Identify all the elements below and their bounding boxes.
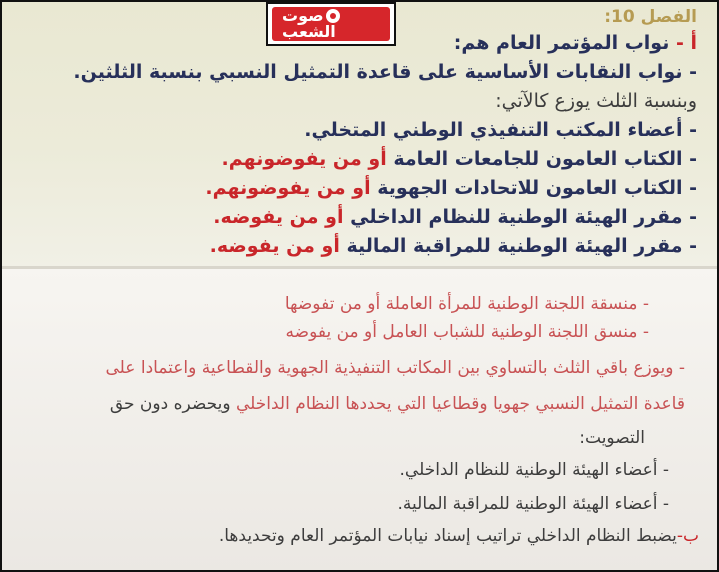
section-a-prefix: أ -: [669, 32, 697, 54]
bottom-line-7: - أعضاء الهيئة الوطنية للمراقبة المالية.: [397, 494, 669, 514]
tunisia-flag-icon: [326, 9, 340, 23]
section-a-text: نواب المؤتمر العام هم:: [453, 32, 670, 54]
logo-text-bottom: الشعب: [282, 22, 336, 41]
top-line-5-main: - الكتاب العامون للجامعات العامة: [386, 148, 697, 170]
top-line-5: [222, 148, 697, 170]
bottom-line-4-main: قاعدة التمثيل النسبي جهويا وقطاعيا التي يحددها النظام الداخلي: [230, 394, 685, 414]
sawt-echaab-logo: [266, 2, 396, 46]
top-line-8: [210, 235, 697, 257]
top-line-6: [205, 177, 697, 199]
top-line-8-rest: أو من يفوضه.: [209, 235, 340, 257]
section-b-prefix: ب-: [676, 526, 699, 546]
section-b-text: [219, 526, 699, 546]
bottom-line-4-rest: ويحضره دون حق: [109, 394, 231, 414]
top-line-7-main: - مقرر الهيئة الوطنية للنظام الداخلي: [343, 206, 697, 228]
top-line-7: [213, 206, 697, 228]
top-line-6-rest: أو من يفوضونهم.: [205, 177, 371, 199]
page-seam: [0, 266, 719, 269]
bottom-line-2: - منسق اللجنة الوطنية للشباب العامل أو من يفوضه: [285, 322, 649, 342]
bottom-line-3: - ويوزع باقي الثلث بالتساوي بين المكاتب التنفيذية الجهوية والقطاعية واعتمادا على: [105, 358, 685, 378]
section-b-body: يضبط النظام الداخلي تراتيب إسناد نيابات المؤتمر العام وتحديدها.: [218, 526, 677, 546]
top-line-2: - نواب النقابات الأساسية على قاعدة التمثيل النسبي بنسبة الثلثين.: [73, 61, 697, 83]
top-line-4: - أعضاء المكتب التنفيذي الوطني المتخلي.: [304, 119, 697, 141]
top-line-5-rest: أو من يفوضونهم.: [221, 148, 387, 170]
chapter-title: الفصل 10:: [604, 7, 697, 27]
bottom-line-6: - أعضاء الهيئة الوطنية للنظام الداخلي.: [399, 460, 669, 480]
bottom-line-5: التصويت:: [579, 428, 645, 448]
top-line-3: وبنسبة الثلث يوزع كالآتي:: [495, 90, 697, 112]
bottom-line-4: [110, 394, 685, 414]
logo-background: [272, 7, 390, 41]
top-line-6-main: - الكتاب العامون للاتحادات الجهوية: [370, 177, 697, 199]
top-line-8-main: - مقرر الهيئة الوطنية للمراقبة المالية: [339, 235, 697, 257]
logo-text-top: صوت: [282, 6, 324, 25]
bottom-line-1: - منسقة اللجنة الوطنية للمرأة العاملة أو من تفوضها: [284, 294, 649, 314]
section-a-heading: [454, 32, 697, 54]
top-line-7-rest: أو من يفوضه.: [213, 206, 344, 228]
